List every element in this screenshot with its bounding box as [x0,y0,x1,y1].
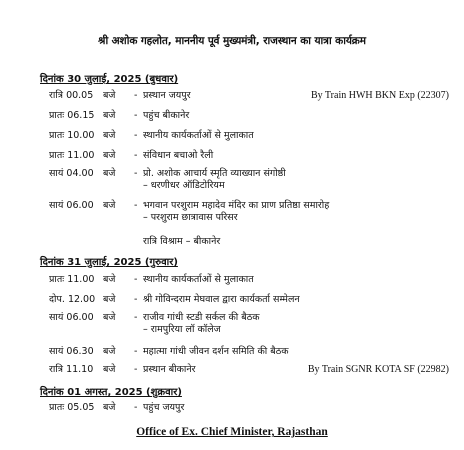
row-time: प्रातः 11.00 [49,274,95,285]
row-time: सायं 06.00 [49,312,94,323]
schedule-row [49,364,449,380]
row-dash: - [134,402,138,413]
row-time: प्रातः 11.00 [49,150,95,161]
row-event: श्री गोविन्दराम मेघवाल द्वारा कार्यकर्ता सम्मेलन [143,294,300,305]
row-time: रात्रि 00.05 [49,90,94,101]
row-dash: - [134,364,138,375]
row-event: महात्मा गांधी जीवन दर्शन समिति की बैठक [143,346,289,357]
schedule-row [49,200,449,223]
row-unit: बजे [103,364,116,375]
row-dash: - [134,294,138,305]
document-title: श्री अशोक गहलोत, माननीय पूर्व मुख्यमंत्री, राजस्थान का यात्रा कार्यक्रम [98,35,366,47]
row-train: By Train HWH BKN Exp (22307) [310,90,449,101]
row-dash: - [134,90,138,101]
row-dash: - [134,110,138,121]
schedule-row [49,312,449,335]
row-event: प्रस्थान जयपुर [143,90,191,101]
row-venue: – रामपुरिया लॉ कॉलेज [143,324,221,335]
row-event: भगवान परशुराम महादेव मंदिर का प्राण प्रतिष्ठा समारोह [143,200,330,211]
row-event: स्थानीय कार्यकर्ताओं से मुलाकात [143,130,254,141]
row-event: स्थानीय कार्यकर्ताओं से मुलाकात [143,274,254,285]
row-time: प्रातः 06.15 [49,110,95,121]
row-unit: बजे [103,110,116,121]
row-event: रात्रि विश्राम – बीकानेर [143,236,221,247]
row-event: राजीव गांधी स्टडी सर्कल की बैठक [143,312,260,323]
row-unit: बजे [103,90,116,101]
row-unit: बजे [103,150,116,161]
row-event: प्रस्थान बीकानेर [143,364,196,375]
schedule-row [49,236,449,252]
schedule-row [49,150,449,166]
row-dash: - [134,168,138,179]
row-time: रात्रि 11.10 [49,364,94,375]
row-event: पहुंच बीकानेर [143,110,190,121]
row-dash: - [134,200,138,211]
office-footer: Office of Ex. Chief Minister, Rajasthan [136,426,328,438]
row-time: दोप. 12.00 [49,294,96,305]
row-time: सायं 06.00 [49,200,94,211]
row-unit: बजे [103,200,116,211]
row-unit: बजे [103,312,116,323]
schedule-row [49,168,449,191]
schedule-row [49,110,449,126]
schedule-row [49,130,449,146]
row-train: By Train SGNR KOTA SF (22982) [307,364,449,375]
day-heading-1: दिनांक 30 जुलाई, 2025 (बुधवार) [40,74,179,85]
row-time: प्रातः 10.00 [49,130,95,141]
row-event: प्रो. अशोक आचार्य स्मृति व्याख्यान संगोष्ठी [143,168,286,179]
row-dash: - [134,346,138,357]
day-heading-3: दिनांक 01 अगस्त, 2025 (शुक्रवार) [40,387,182,398]
row-time: सायं 06.30 [49,346,94,357]
schedule-row [49,346,449,362]
row-unit: बजे [103,402,116,413]
row-unit: बजे [103,274,116,285]
schedule-row [49,294,449,310]
day-heading-2: दिनांक 31 जुलाई, 2025 (गुरुवार) [40,257,178,268]
row-venue: – धरणीधर ऑडिटोरियम [143,180,225,191]
row-time: प्रातः 05.05 [49,402,95,413]
row-unit: बजे [103,294,116,305]
row-dash: - [134,312,138,323]
row-unit: बजे [103,168,116,179]
row-venue: – परशुराम छात्रावास परिसर [143,212,238,223]
row-event: संविधान बचाओ रैली [143,150,214,161]
schedule-row [49,90,449,106]
row-dash: - [134,274,138,285]
schedule-row [49,274,449,290]
row-unit: बजे [103,346,116,357]
row-event: पहुंच जयपुर [143,402,185,413]
row-time: सायं 04.00 [49,168,94,179]
schedule-row [49,402,449,418]
row-dash: - [134,150,138,161]
row-unit: बजे [103,130,116,141]
row-dash: - [134,130,138,141]
